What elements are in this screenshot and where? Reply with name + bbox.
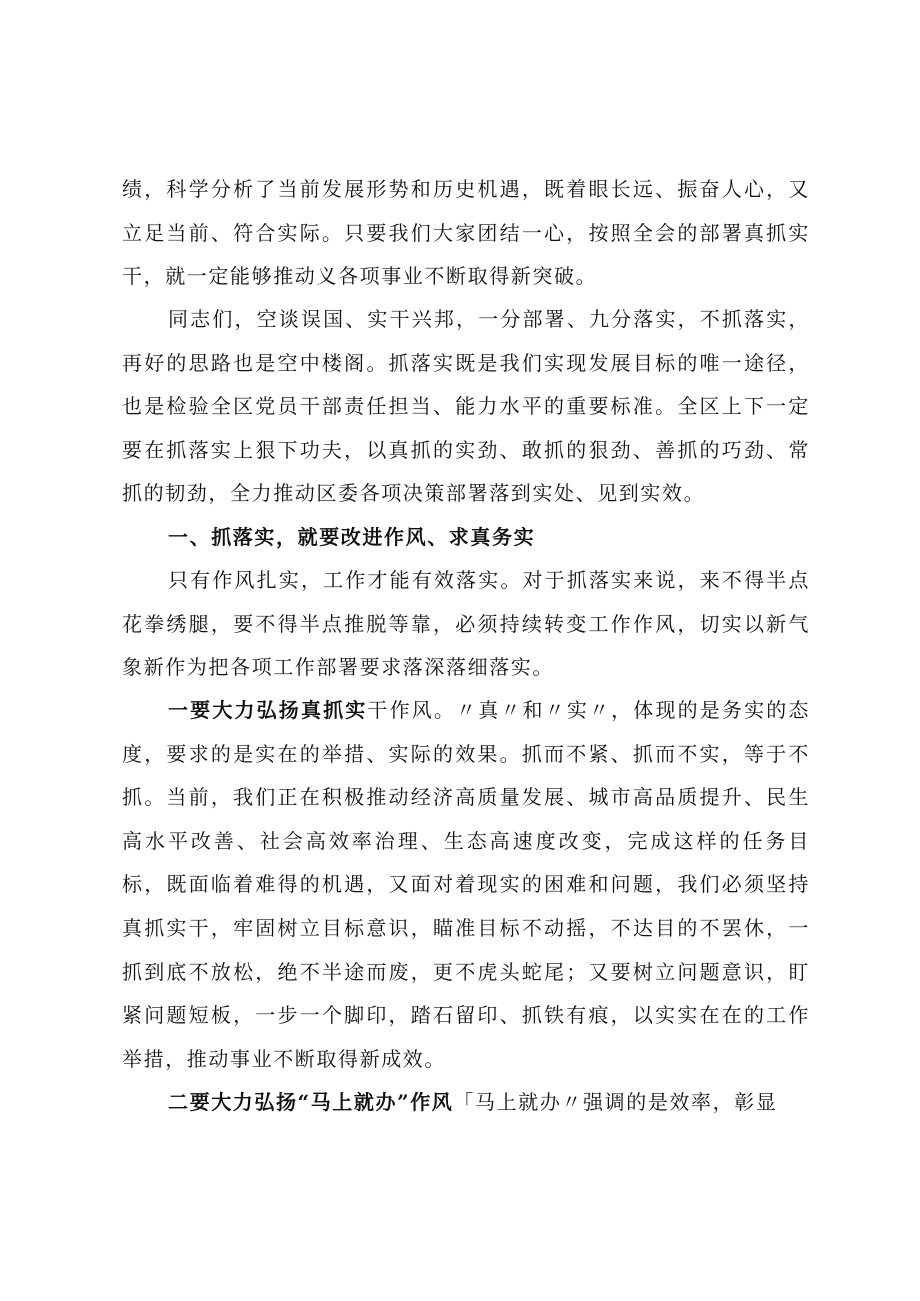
- paragraph-work-style: 只有作风扎实，工作才能有效落实。对于抓落实来说，来不得半点花拳绣腿，要不得半点推脱等靠，必须持续转变工作作风，切实以新气象新作为把各项工作部署要求落深落细落实。: [122, 568, 810, 680]
- paragraph-point-two: [122, 1081, 810, 1125]
- section-heading-1: 一、抓落实，就要改进作风、求真务实: [168, 525, 536, 549]
- paragraph-point-one: [122, 689, 810, 1081]
- paragraph-comrades: 同志们，空谈误国、实干兴邦，一分部署、九分落实，不抓落实，再好的思路也是空中楼阁。抓落实既是我们实现发展目标的唯一途径，也是检验全区党员干部责任担当、能力水平的重要标准。全区上下一定要在抓落实上狠下功夫，以真抓的实劲、敢抓的狠劲、善抓的巧劲、常抓的韧劲，全力推动区委各项决策部署落到实处、见到实效。: [122, 307, 810, 506]
- point-one-body: 干作风。〃真〃和〃实〃，体现的是务实的态度，要求的是实在的举措、实际的效果。抓而不紧、抓而不实，等于不抓。当前，我们正在积极推动经济高质量发展、城市高品质提升、民生高水平改善、社会高效率治理、生态高速度改变，完成这样的任务目标，既面临着难得的机遇，又面对着现实的困难和问题，我们必须坚持真抓实干，牢固树立目标意识，瞄准目标不动摇，不达目的不罢休，一抓到底不放松，绝不半途而废，更不虎头蛇尾；又要树立问题意识，盯紧问题短板，一步一个脚印，踏石留印、抓铁有痕，以实实在在的工作举措，推动事业不断取得新成效。: [122, 698, 811, 1071]
- point-one-lead: 一要大力弘扬真抓实: [168, 698, 368, 722]
- point-two-lead: 二要大力弘扬“马上就办”作风: [168, 1090, 454, 1114]
- point-two-body: 「马上就办〃强调的是效率，彰显: [453, 1090, 778, 1114]
- paragraph-continuation: 绩，科学分析了当前发展形势和历史机遇，既着眼长远、振奋人心，又立足当前、符合实际。只要我们大家团结一心，按照全会的部署真抓实干，就一定能够推动义各项事业不断取得新突破。: [122, 177, 810, 289]
